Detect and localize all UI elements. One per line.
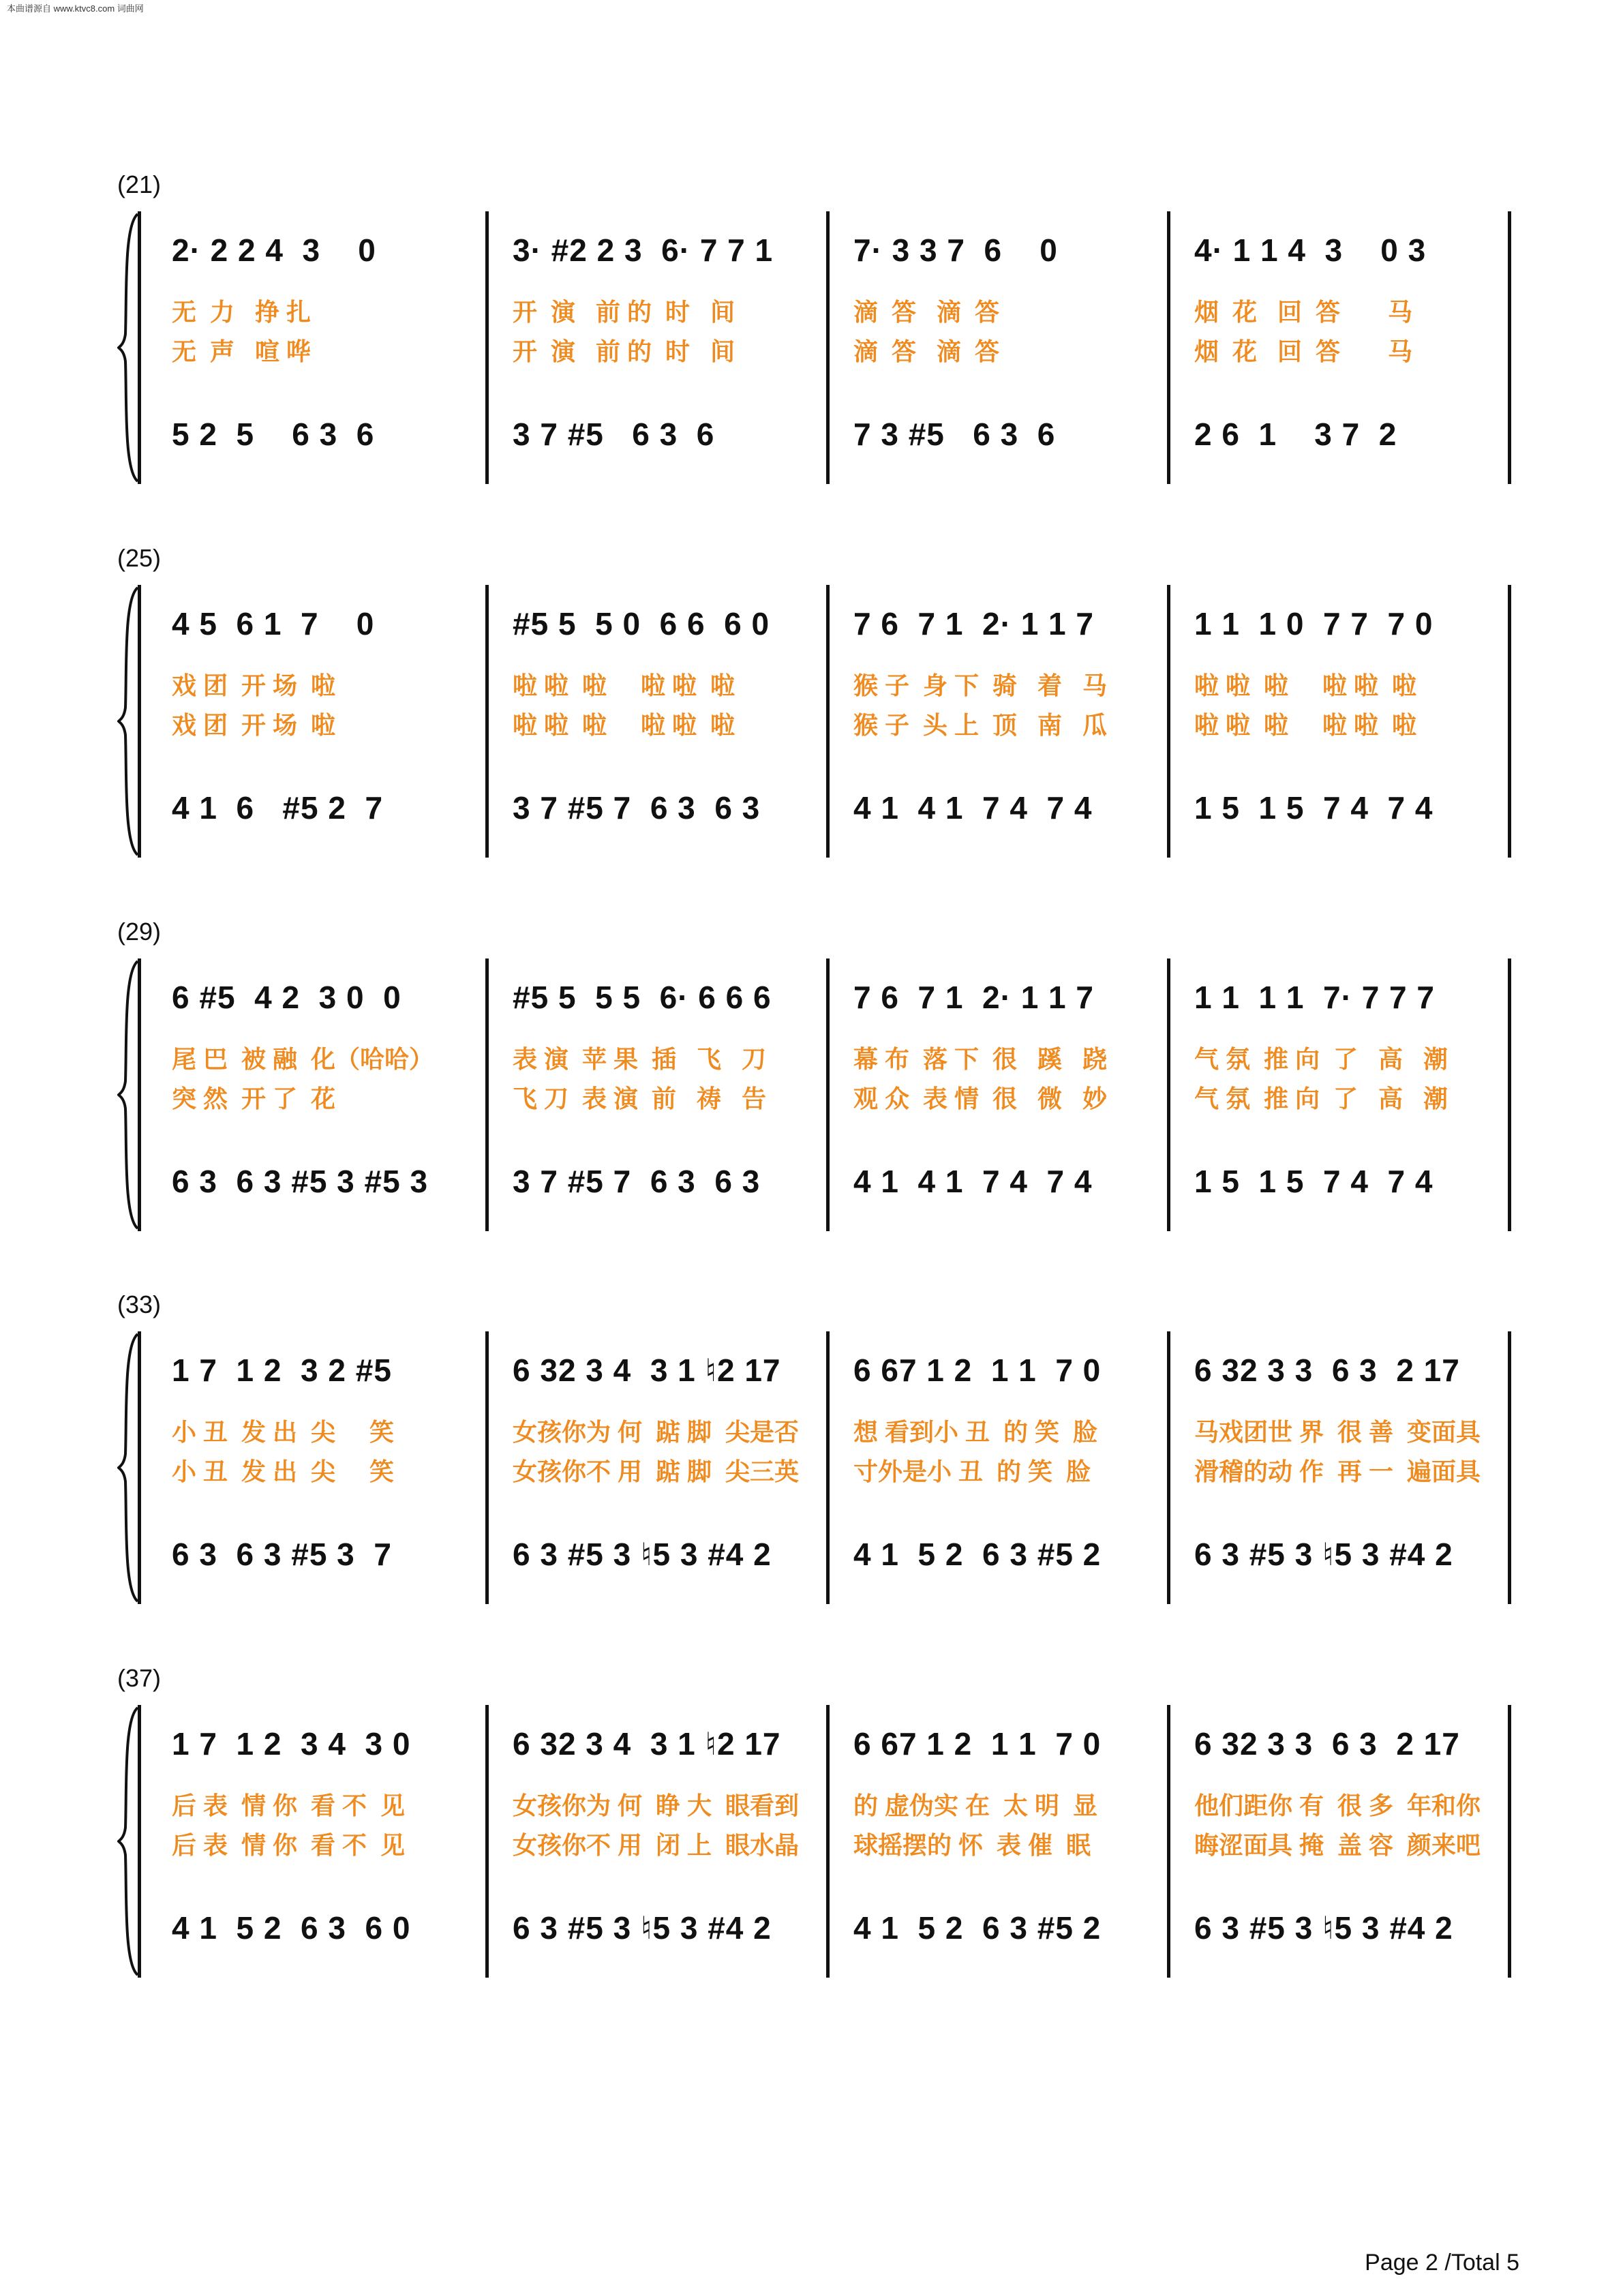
melody-notes: 6 32 3 4 3 1 ♮2 17	[513, 1353, 781, 1388]
bar-line	[826, 958, 830, 1231]
melody-notes: 4 5 6 1 7 0	[172, 606, 375, 641]
melody-notes: 3· #2 2 3 6· 7 7 1	[513, 232, 774, 268]
bass-notes: 7 3 #5 6 3 6	[853, 417, 1056, 452]
melody-notes: 2· 2 2 4 3 0	[172, 232, 376, 268]
bar-line	[485, 958, 489, 1231]
melody-notes: 6 67 1 2 1 1 7 0	[853, 1353, 1102, 1388]
bar-line	[826, 1705, 830, 1978]
lyric-line-1: 小 丑 发 出 尖 笑	[172, 1418, 395, 1446]
lyric-line-2: 女孩你不 用 闭 上 眼水晶	[513, 1831, 800, 1859]
lyric-line-1: 啦 啦 啦 啦 啦 啦	[1194, 671, 1417, 699]
melody-notes: 6 32 3 3 6 3 2 17	[1194, 1726, 1460, 1762]
lyric-line-2: 戏 团 开 场 啦	[172, 711, 336, 739]
lyric-line-1: 他们距你 有 很 多 年和你	[1194, 1792, 1481, 1819]
system-number: (29)	[117, 918, 162, 946]
lyric-line-2: 突 然 开 了 花	[172, 1085, 336, 1113]
lyric-line-2: 滑稽的动 作 再 一 遍面具	[1194, 1457, 1481, 1485]
lyric-line-1: 女孩你为 何 睁 大 眼看到	[513, 1792, 800, 1819]
lyric-line-2: 观 众 表 情 很 微 妙	[853, 1085, 1108, 1113]
bass-notes: 2 6 1 3 7 2	[1194, 417, 1397, 452]
melody-notes: 6 32 3 3 6 3 2 17	[1194, 1353, 1460, 1388]
lyric-line-1: 尾 巴 被 融 化（哈哈）	[172, 1045, 434, 1073]
lyric-line-2: 无 声 喧 哗	[172, 337, 312, 365]
lyric-line-1: 戏 团 开 场 啦	[172, 671, 336, 699]
lyric-line-2: 猴 子 头 上 顶 南 瓜	[853, 711, 1108, 739]
bass-notes: 6 3 #5 3 ♮5 3 #4 2	[513, 1910, 772, 1946]
lyric-line-1: 气 氛 推 向 了 高 潮	[1194, 1045, 1448, 1073]
bass-notes: 4 1 6 #5 2 7	[172, 790, 384, 826]
bar-line	[485, 211, 489, 484]
bar-line	[1167, 1705, 1170, 1978]
bass-notes: 4 1 4 1 7 4 7 4	[853, 1164, 1093, 1199]
bar-line	[1508, 1705, 1511, 1978]
bar-line	[1167, 211, 1170, 484]
lyric-line-2: 开 演 前 的 时 间	[513, 337, 735, 365]
lyric-line-2: 滴 答 滴 答	[853, 337, 1000, 365]
bass-notes: 6 3 #5 3 ♮5 3 #4 2	[513, 1537, 772, 1572]
bar-line	[1508, 958, 1511, 1231]
bass-notes: 4 1 5 2 6 3 6 0	[172, 1910, 411, 1946]
bass-notes: 4 1 5 2 6 3 #5 2	[853, 1910, 1102, 1946]
melody-notes: 1 7 1 2 3 4 3 0	[172, 1726, 411, 1762]
bass-notes: 3 7 #5 7 6 3 6 3	[513, 790, 761, 826]
lyric-line-1: 啦 啦 啦 啦 啦 啦	[513, 671, 735, 699]
system-number: (21)	[117, 170, 162, 198]
melody-notes: 7 6 7 1 2· 1 1 7	[853, 980, 1095, 1015]
bar-line	[138, 211, 141, 484]
system-number: (25)	[117, 544, 162, 572]
lyric-line-1: 女孩你为 何 踮 脚 尖是否	[513, 1418, 800, 1446]
music-system	[117, 1664, 1519, 1978]
music-system	[117, 1290, 1519, 1604]
lyric-line-1: 的 虚伪实 在 太 明 显	[853, 1792, 1098, 1819]
brace-icon	[117, 585, 147, 858]
music-system	[117, 170, 1519, 484]
bar-line	[1508, 211, 1511, 484]
melody-notes: #5 5 5 5 6· 6 6 6	[513, 980, 772, 1015]
music-system	[117, 918, 1519, 1231]
lyric-line-2: 小 丑 发 出 尖 笑	[172, 1457, 395, 1485]
lyric-line-2: 烟 花 回 答 马	[1194, 337, 1413, 365]
melody-notes: 7· 3 3 7 6 0	[853, 232, 1058, 268]
melody-notes: 7 6 7 1 2· 1 1 7	[853, 606, 1095, 641]
lyric-line-2: 晦涩面具 掩 盖 容 颜来吧	[1194, 1831, 1481, 1859]
lyric-line-1: 无 力 挣 扎	[172, 298, 312, 326]
music-system	[117, 544, 1519, 858]
lyric-line-1: 表 演 苹 果 插 飞 刀	[513, 1045, 767, 1073]
bar-line	[138, 958, 141, 1231]
lyric-line-1: 想 看到小 丑 的 笑 脸	[853, 1418, 1098, 1446]
lyric-line-1: 开 演 前 的 时 间	[513, 298, 735, 326]
bar-line	[485, 585, 489, 858]
lyric-line-1: 幕 布 落 下 很 蹊 跷	[853, 1045, 1108, 1073]
system-number: (33)	[117, 1290, 162, 1318]
lyric-line-2: 气 氛 推 向 了 高 潮	[1194, 1085, 1448, 1113]
lyric-line-1: 猴 子 身 下 骑 着 马	[853, 671, 1108, 699]
bar-line	[1167, 585, 1170, 858]
melody-notes: 1 7 1 2 3 2 #5	[172, 1353, 392, 1388]
bar-line	[138, 585, 141, 858]
melody-notes: 6 #5 4 2 3 0 0	[172, 980, 401, 1015]
bar-line	[138, 1705, 141, 1978]
lyric-line-1: 烟 花 回 答 马	[1194, 298, 1413, 326]
lyric-line-1: 滴 答 滴 答	[853, 298, 1000, 326]
bass-notes: 3 7 #5 6 3 6	[513, 417, 715, 452]
bar-line	[1508, 585, 1511, 858]
melody-notes: 6 32 3 4 3 1 ♮2 17	[513, 1726, 781, 1762]
bar-line	[138, 1331, 141, 1604]
brace-icon	[117, 211, 147, 484]
system-number: (37)	[117, 1664, 162, 1692]
bass-notes: 6 3 #5 3 ♮5 3 #4 2	[1194, 1537, 1453, 1572]
bar-line	[1167, 1331, 1170, 1604]
lyric-line-2: 啦 啦 啦 啦 啦 啦	[513, 711, 735, 739]
bar-line	[485, 1331, 489, 1604]
bass-notes: 6 3 6 3 #5 3 7	[172, 1537, 392, 1572]
bass-notes: 5 2 5 6 3 6	[172, 417, 375, 452]
bass-notes: 6 3 6 3 #5 3 #5 3	[172, 1164, 429, 1199]
lyric-line-2: 后 表 情 你 看 不 见	[172, 1831, 406, 1859]
brace-icon	[117, 1705, 147, 1978]
lyric-line-2: 球摇摆的 怀 表 催 眠	[853, 1831, 1091, 1859]
bar-line	[1167, 958, 1170, 1231]
brace-icon	[117, 1331, 147, 1604]
bass-notes: 1 5 1 5 7 4 7 4	[1194, 1164, 1434, 1199]
melody-notes: 6 67 1 2 1 1 7 0	[853, 1726, 1102, 1762]
lyric-line-1: 后 表 情 你 看 不 见	[172, 1792, 406, 1819]
lyric-line-1: 马戏团世 界 很 善 变面具	[1194, 1418, 1481, 1446]
page-number: Page 2 /Total 5	[1365, 2250, 1519, 2276]
bass-notes: 1 5 1 5 7 4 7 4	[1194, 790, 1434, 826]
melody-notes: 1 1 1 0 7 7 7 0	[1194, 606, 1434, 641]
bar-line	[826, 1331, 830, 1604]
melody-notes: 1 1 1 1 7· 7 7 7	[1194, 980, 1436, 1015]
bar-line	[1508, 1331, 1511, 1604]
bass-notes: 6 3 #5 3 ♮5 3 #4 2	[1194, 1910, 1453, 1946]
bass-notes: 4 1 4 1 7 4 7 4	[853, 790, 1093, 826]
source-note: 本曲谱源自 www.ktvc8.com 词曲网	[7, 3, 144, 14]
bar-line	[826, 585, 830, 858]
lyric-line-2: 寸外是小 丑 的 笑 脸	[853, 1457, 1091, 1485]
melody-notes: 4· 1 1 4 3 0 3	[1194, 232, 1427, 268]
bass-notes: 4 1 5 2 6 3 #5 2	[853, 1537, 1102, 1572]
lyric-line-2: 啦 啦 啦 啦 啦 啦	[1194, 711, 1417, 739]
brace-icon	[117, 958, 147, 1231]
lyric-line-2: 飞 刀 表 演 前 祷 告	[513, 1085, 767, 1113]
melody-notes: #5 5 5 0 6 6 6 0	[513, 606, 770, 641]
bar-line	[826, 211, 830, 484]
bar-line	[485, 1705, 489, 1978]
lyric-line-2: 女孩你不 用 踮 脚 尖三英	[513, 1457, 800, 1485]
bass-notes: 3 7 #5 7 6 3 6 3	[513, 1164, 761, 1199]
